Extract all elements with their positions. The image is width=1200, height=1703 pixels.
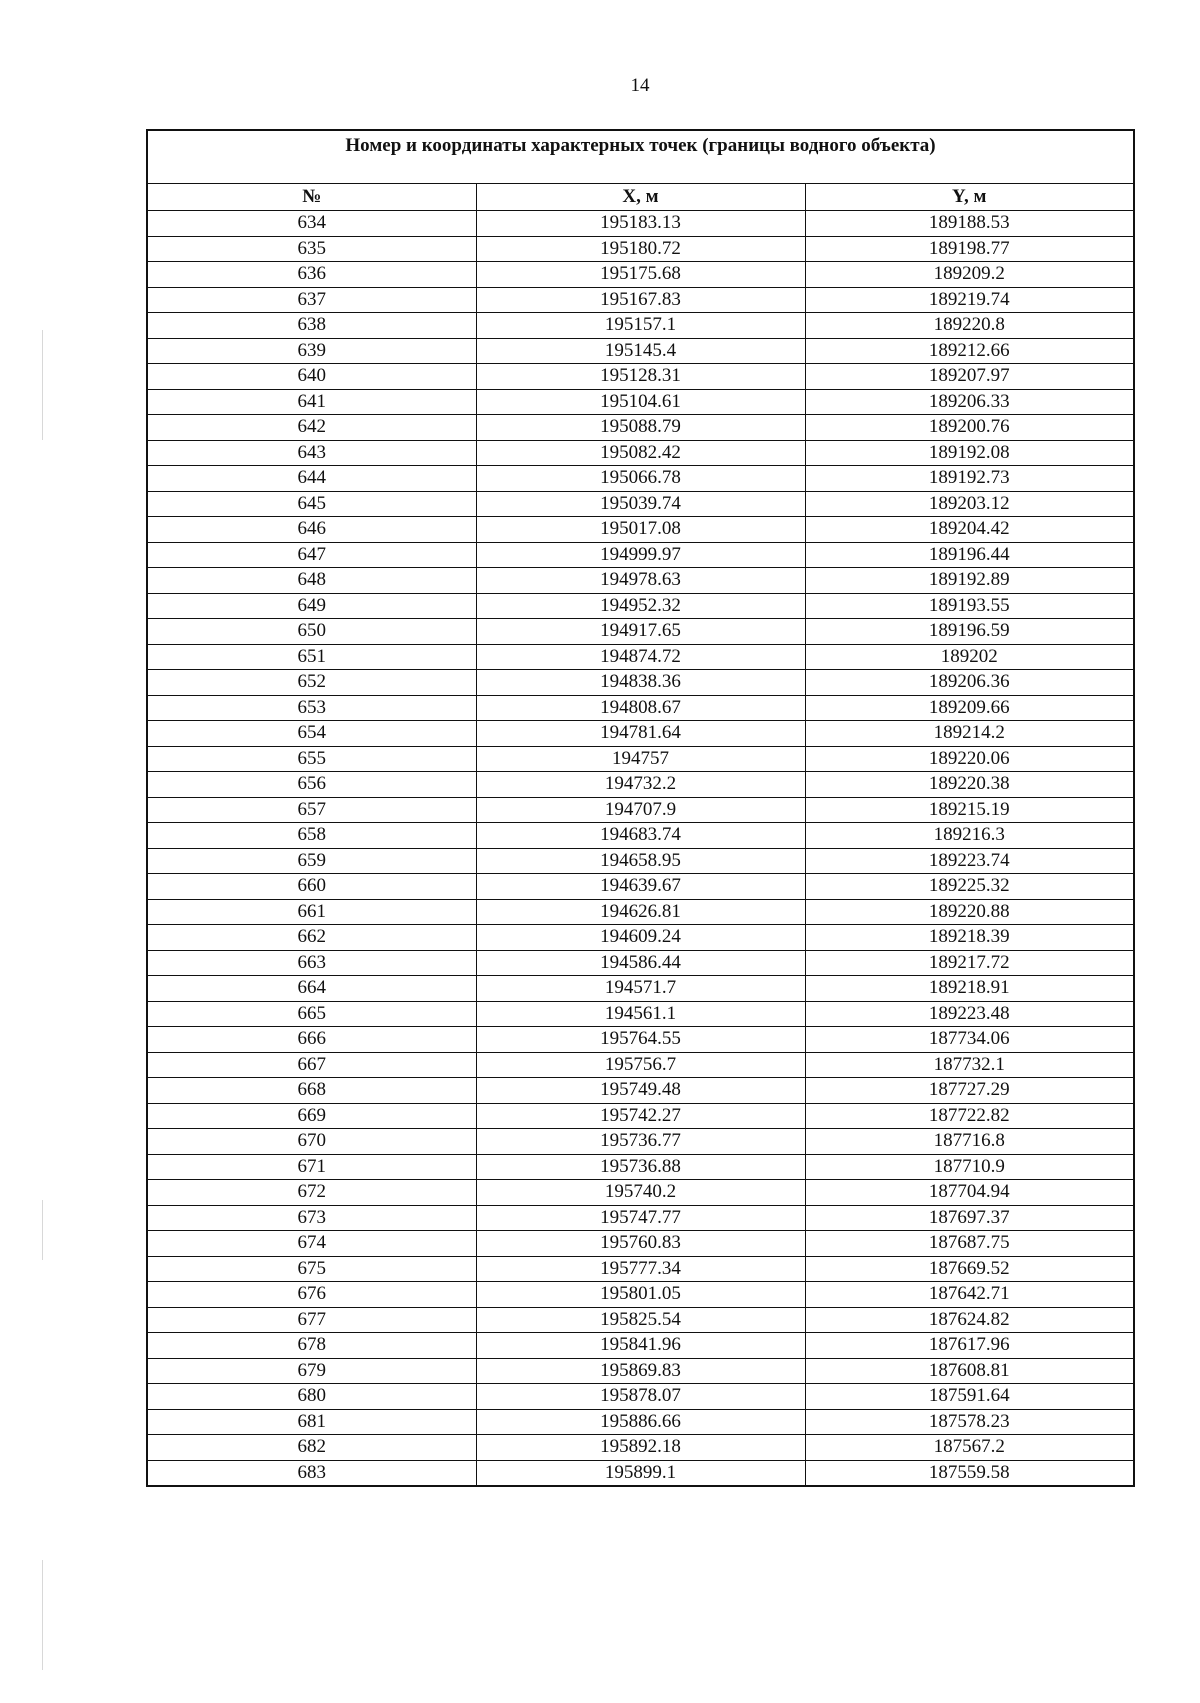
table-row xyxy=(147,695,1134,721)
cell-number: 643 xyxy=(147,440,476,466)
table-row xyxy=(147,1333,1134,1359)
cell-y: 187559.58 xyxy=(805,1460,1134,1486)
cell-number: 674 xyxy=(147,1231,476,1257)
cell-x: 194571.7 xyxy=(476,976,805,1002)
cell-x: 195157.1 xyxy=(476,313,805,339)
cell-x: 194609.24 xyxy=(476,925,805,951)
cell-y: 189220.88 xyxy=(805,899,1134,925)
cell-y: 189218.39 xyxy=(805,925,1134,951)
table-row xyxy=(147,976,1134,1002)
cell-number: 646 xyxy=(147,517,476,543)
table-row xyxy=(147,568,1134,594)
cell-y: 189193.55 xyxy=(805,593,1134,619)
cell-x: 194683.74 xyxy=(476,823,805,849)
column-header-number: № xyxy=(147,184,476,211)
table-row xyxy=(147,313,1134,339)
cell-number: 678 xyxy=(147,1333,476,1359)
scan-edge-mark xyxy=(42,1200,43,1260)
cell-x: 195039.74 xyxy=(476,491,805,517)
cell-x: 195180.72 xyxy=(476,236,805,262)
table-row xyxy=(147,848,1134,874)
cell-number: 635 xyxy=(147,236,476,262)
cell-y: 189215.19 xyxy=(805,797,1134,823)
cell-number: 658 xyxy=(147,823,476,849)
cell-x: 195104.61 xyxy=(476,389,805,415)
coordinates-table xyxy=(146,129,1135,1487)
cell-y: 189196.44 xyxy=(805,542,1134,568)
column-header-x: X, м xyxy=(476,184,805,211)
cell-y: 189203.12 xyxy=(805,491,1134,517)
cell-x: 194874.72 xyxy=(476,644,805,670)
table-row xyxy=(147,1231,1134,1257)
cell-number: 638 xyxy=(147,313,476,339)
cell-x: 195764.55 xyxy=(476,1027,805,1053)
cell-number: 663 xyxy=(147,950,476,976)
cell-number: 683 xyxy=(147,1460,476,1486)
cell-number: 667 xyxy=(147,1052,476,1078)
table-row xyxy=(147,950,1134,976)
table-row xyxy=(147,542,1134,568)
cell-y: 187697.37 xyxy=(805,1205,1134,1231)
cell-x: 194781.64 xyxy=(476,721,805,747)
cell-number: 669 xyxy=(147,1103,476,1129)
cell-x: 195756.7 xyxy=(476,1052,805,1078)
table-row xyxy=(147,644,1134,670)
cell-x: 195886.66 xyxy=(476,1409,805,1435)
cell-x: 195747.77 xyxy=(476,1205,805,1231)
cell-y: 189223.48 xyxy=(805,1001,1134,1027)
cell-x: 194952.32 xyxy=(476,593,805,619)
cell-x: 194658.95 xyxy=(476,848,805,874)
cell-x: 194626.81 xyxy=(476,899,805,925)
cell-number: 651 xyxy=(147,644,476,670)
cell-number: 666 xyxy=(147,1027,476,1053)
table-caption: Номер и координаты характерных точек (границы водного объекта) xyxy=(147,130,1134,184)
table-row xyxy=(147,517,1134,543)
cell-number: 677 xyxy=(147,1307,476,1333)
column-header-y: Y, м xyxy=(805,184,1134,211)
cell-number: 652 xyxy=(147,670,476,696)
cell-number: 670 xyxy=(147,1129,476,1155)
cell-number: 650 xyxy=(147,619,476,645)
cell-number: 676 xyxy=(147,1282,476,1308)
table-row xyxy=(147,721,1134,747)
cell-y: 189192.73 xyxy=(805,466,1134,492)
table-row xyxy=(147,1358,1134,1384)
table-row xyxy=(147,1103,1134,1129)
cell-y: 189216.3 xyxy=(805,823,1134,849)
cell-y: 189192.89 xyxy=(805,568,1134,594)
table-row xyxy=(147,1205,1134,1231)
cell-y: 189223.74 xyxy=(805,848,1134,874)
cell-x: 195777.34 xyxy=(476,1256,805,1282)
cell-x: 194978.63 xyxy=(476,568,805,594)
cell-x: 194561.1 xyxy=(476,1001,805,1027)
cell-y: 187624.82 xyxy=(805,1307,1134,1333)
cell-number: 656 xyxy=(147,772,476,798)
cell-number: 655 xyxy=(147,746,476,772)
cell-x: 195841.96 xyxy=(476,1333,805,1359)
cell-y: 187732.1 xyxy=(805,1052,1134,1078)
cell-number: 672 xyxy=(147,1180,476,1206)
cell-y: 189218.91 xyxy=(805,976,1134,1002)
table-row xyxy=(147,287,1134,313)
table-row xyxy=(147,1027,1134,1053)
cell-y: 189209.2 xyxy=(805,262,1134,288)
cell-number: 681 xyxy=(147,1409,476,1435)
table-row xyxy=(147,1435,1134,1461)
table-row xyxy=(147,1409,1134,1435)
cell-y: 187734.06 xyxy=(805,1027,1134,1053)
cell-number: 639 xyxy=(147,338,476,364)
cell-x: 195128.31 xyxy=(476,364,805,390)
cell-x: 195145.4 xyxy=(476,338,805,364)
table-row xyxy=(147,925,1134,951)
cell-number: 660 xyxy=(147,874,476,900)
cell-x: 195899.1 xyxy=(476,1460,805,1486)
cell-y: 187591.64 xyxy=(805,1384,1134,1410)
cell-y: 187608.81 xyxy=(805,1358,1134,1384)
table-body xyxy=(147,211,1134,1487)
cell-number: 661 xyxy=(147,899,476,925)
table-row xyxy=(147,1307,1134,1333)
cell-x: 194707.9 xyxy=(476,797,805,823)
cell-y: 187704.94 xyxy=(805,1180,1134,1206)
cell-x: 195736.77 xyxy=(476,1129,805,1155)
table-row xyxy=(147,874,1134,900)
cell-y: 189202 xyxy=(805,644,1134,670)
cell-number: 671 xyxy=(147,1154,476,1180)
cell-x: 195183.13 xyxy=(476,211,805,237)
cell-x: 194639.67 xyxy=(476,874,805,900)
table-row xyxy=(147,823,1134,849)
table-row xyxy=(147,415,1134,441)
cell-x: 195736.88 xyxy=(476,1154,805,1180)
cell-y: 187567.2 xyxy=(805,1435,1134,1461)
cell-number: 673 xyxy=(147,1205,476,1231)
cell-y: 189206.33 xyxy=(805,389,1134,415)
cell-x: 195082.42 xyxy=(476,440,805,466)
cell-number: 636 xyxy=(147,262,476,288)
cell-x: 195088.79 xyxy=(476,415,805,441)
cell-number: 680 xyxy=(147,1384,476,1410)
cell-number: 662 xyxy=(147,925,476,951)
cell-x: 195017.08 xyxy=(476,517,805,543)
table-row xyxy=(147,262,1134,288)
table-row xyxy=(147,364,1134,390)
page-number: 14 xyxy=(630,75,650,96)
table-row xyxy=(147,389,1134,415)
cell-number: 648 xyxy=(147,568,476,594)
table-row xyxy=(147,670,1134,696)
cell-x: 195175.68 xyxy=(476,262,805,288)
table-row xyxy=(147,619,1134,645)
cell-number: 664 xyxy=(147,976,476,1002)
table-row xyxy=(147,1180,1134,1206)
cell-x: 195892.18 xyxy=(476,1435,805,1461)
cell-x: 195825.54 xyxy=(476,1307,805,1333)
cell-y: 189192.08 xyxy=(805,440,1134,466)
table-row xyxy=(147,1052,1134,1078)
cell-x: 195869.83 xyxy=(476,1358,805,1384)
cell-x: 195749.48 xyxy=(476,1078,805,1104)
cell-y: 187716.8 xyxy=(805,1129,1134,1155)
cell-number: 637 xyxy=(147,287,476,313)
cell-number: 665 xyxy=(147,1001,476,1027)
cell-y: 187727.29 xyxy=(805,1078,1134,1104)
cell-number: 668 xyxy=(147,1078,476,1104)
cell-y: 189206.36 xyxy=(805,670,1134,696)
cell-y: 189188.53 xyxy=(805,211,1134,237)
table-row xyxy=(147,899,1134,925)
cell-y: 187642.71 xyxy=(805,1282,1134,1308)
scan-edge-mark xyxy=(42,330,43,440)
cell-x: 195167.83 xyxy=(476,287,805,313)
cell-y: 189220.8 xyxy=(805,313,1134,339)
cell-y: 187687.75 xyxy=(805,1231,1134,1257)
cell-x: 195801.05 xyxy=(476,1282,805,1308)
cell-number: 659 xyxy=(147,848,476,874)
table-row xyxy=(147,491,1134,517)
cell-number: 640 xyxy=(147,364,476,390)
cell-number: 654 xyxy=(147,721,476,747)
scan-edge-mark xyxy=(42,1560,43,1670)
cell-y: 189198.77 xyxy=(805,236,1134,262)
table-row xyxy=(147,1256,1134,1282)
cell-y: 189212.66 xyxy=(805,338,1134,364)
table-row xyxy=(147,1154,1134,1180)
cell-x: 194808.67 xyxy=(476,695,805,721)
table-row xyxy=(147,1384,1134,1410)
cell-y: 189219.74 xyxy=(805,287,1134,313)
cell-x: 194757 xyxy=(476,746,805,772)
cell-y: 189209.66 xyxy=(805,695,1134,721)
cell-y: 189207.97 xyxy=(805,364,1134,390)
table-row xyxy=(147,1282,1134,1308)
cell-number: 682 xyxy=(147,1435,476,1461)
table-row xyxy=(147,338,1134,364)
cell-y: 189200.76 xyxy=(805,415,1134,441)
cell-y: 187710.9 xyxy=(805,1154,1134,1180)
cell-number: 647 xyxy=(147,542,476,568)
cell-number: 645 xyxy=(147,491,476,517)
table-row xyxy=(147,440,1134,466)
cell-y: 189217.72 xyxy=(805,950,1134,976)
cell-x: 195066.78 xyxy=(476,466,805,492)
table-row xyxy=(147,236,1134,262)
cell-number: 657 xyxy=(147,797,476,823)
cell-number: 675 xyxy=(147,1256,476,1282)
cell-x: 194586.44 xyxy=(476,950,805,976)
cell-y: 189220.38 xyxy=(805,772,1134,798)
cell-x: 195760.83 xyxy=(476,1231,805,1257)
cell-number: 642 xyxy=(147,415,476,441)
cell-x: 194999.97 xyxy=(476,542,805,568)
cell-y: 189196.59 xyxy=(805,619,1134,645)
cell-y: 187578.23 xyxy=(805,1409,1134,1435)
table-row xyxy=(147,1460,1134,1486)
cell-x: 194732.2 xyxy=(476,772,805,798)
cell-y: 189220.06 xyxy=(805,746,1134,772)
cell-number: 634 xyxy=(147,211,476,237)
cell-y: 187669.52 xyxy=(805,1256,1134,1282)
table-row xyxy=(147,1078,1134,1104)
cell-number: 644 xyxy=(147,466,476,492)
cell-number: 641 xyxy=(147,389,476,415)
cell-y: 187617.96 xyxy=(805,1333,1134,1359)
cell-x: 195740.2 xyxy=(476,1180,805,1206)
cell-number: 679 xyxy=(147,1358,476,1384)
table-row xyxy=(147,466,1134,492)
cell-y: 189225.32 xyxy=(805,874,1134,900)
cell-number: 653 xyxy=(147,695,476,721)
cell-x: 194838.36 xyxy=(476,670,805,696)
cell-number: 649 xyxy=(147,593,476,619)
table-row xyxy=(147,797,1134,823)
table-row xyxy=(147,211,1134,237)
cell-y: 187722.82 xyxy=(805,1103,1134,1129)
table-row xyxy=(147,772,1134,798)
cell-x: 195878.07 xyxy=(476,1384,805,1410)
cell-y: 189204.42 xyxy=(805,517,1134,543)
cell-x: 195742.27 xyxy=(476,1103,805,1129)
table-row xyxy=(147,1129,1134,1155)
cell-y: 189214.2 xyxy=(805,721,1134,747)
table-row xyxy=(147,593,1134,619)
table-row xyxy=(147,1001,1134,1027)
cell-x: 194917.65 xyxy=(476,619,805,645)
table-row xyxy=(147,746,1134,772)
